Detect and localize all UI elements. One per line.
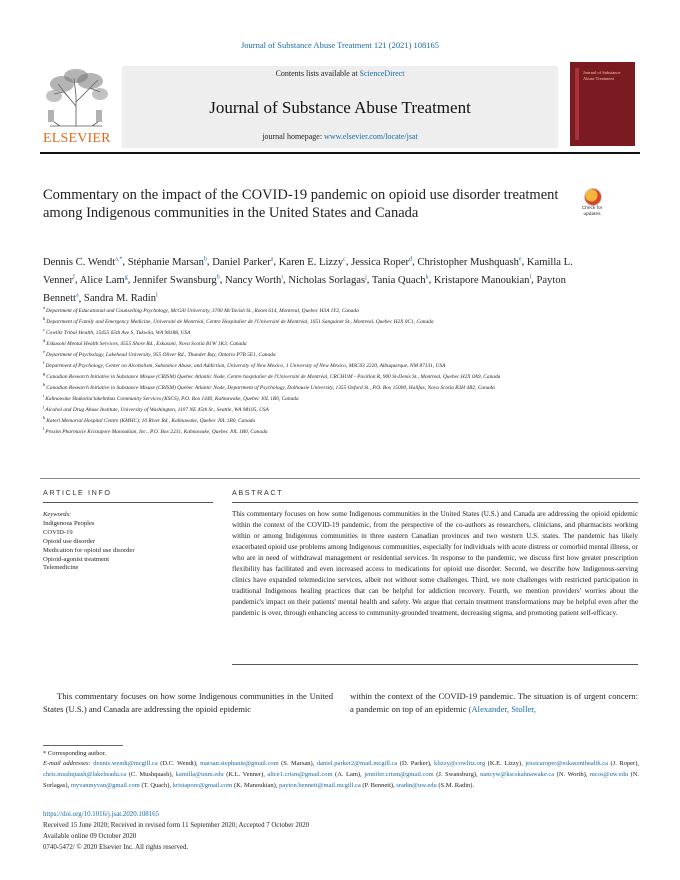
affiliation-text: Canadian Research Initiative in Substance Misuse (CRISM) Quebec Atlantic Node, Department of Psychology, Dalhousie University, 1355 Oxford St., P.O. Box 15000, Halifax, Nova Scotia B3H 4R2, Canada xyxy=(46,384,495,391)
section-divider xyxy=(40,478,640,479)
footnote-divider xyxy=(43,745,123,746)
affiliation-marker: k xyxy=(43,415,46,420)
citation-link[interactable]: (Alexander, Stoller, xyxy=(468,703,536,714)
journal-cover-image xyxy=(570,62,635,146)
email-label: E-mail addresses: xyxy=(43,760,91,767)
email-owner: (S. Marsan) xyxy=(281,760,313,767)
article-info-heading: ARTICLE INFO xyxy=(43,488,112,497)
author-affiliation-marker[interactable]: i xyxy=(281,274,284,281)
author[interactable] xyxy=(225,275,283,286)
author-affiliation-marker[interactable]: a xyxy=(270,256,274,262)
keyword: COVID-19 xyxy=(43,528,73,536)
author-affiliation-marker[interactable]: h xyxy=(216,274,220,281)
email-addresses: E-mail addresses: dennis.wendt@mcgill.ca (D.C. Wendt), marsan.stephanie@gmail.com (S. Marsan), daniel.parker2@mail.mcgill.ca (D. Parker), klizzy@cowlitz.org (K.E. Lizzy), jessicaroper@eskasonihealth.ca (J. Roper), chris.mushquash@lakeheadu.ca (C. Mushquash), kamilla@unm.edu (K.L. Venner), alice1.crism@gmail.com (A. Lam), jennifer.crism@gmail.com (J. Swansburg), nancyw@kscskahnawake.ca (N. Worth), nicos@uw.edu (N. Sorlagas), myvanmyvan@gmail.com (T. Quach), kristapore@gmail.com (K. Manoukian), payton.bennett@mail.mcgill.ca (P. Bennett), sradin@uw.edu (S.M. Radin). xyxy=(43,760,640,789)
email-owner: (A. Lam) xyxy=(335,770,361,778)
abstract-heading: ABSTRACT xyxy=(232,488,284,497)
affiliation-marker: g xyxy=(43,371,46,376)
email-owner: (K. Manoukian) xyxy=(233,781,276,789)
author-affiliation-marker[interactable]: g xyxy=(124,274,128,281)
check-for-updates-badge[interactable] xyxy=(578,188,606,222)
keyword: Medication for opioid use disorder xyxy=(43,546,135,554)
body-right-text: within the context of the COVID-19 pandemic. The situation is of urgent concern: a pandemic on top of an epidemic xyxy=(350,691,638,714)
author-affiliation-marker[interactable]: j xyxy=(365,274,367,281)
email-link[interactable]: daniel.parker2@mail.mcgill.ca xyxy=(316,760,398,767)
author-name: Kristapore Manoukian xyxy=(433,274,530,286)
affiliation-marker: b xyxy=(43,316,46,321)
affiliation xyxy=(43,337,598,348)
keyword: Opioid use disorder xyxy=(43,537,96,545)
author[interactable] xyxy=(133,275,220,286)
author-affiliation-marker[interactable]: b xyxy=(203,256,207,262)
email-owner: (J. Roper) xyxy=(610,760,638,767)
keyword: Telemedicine xyxy=(43,564,79,572)
affiliation-marker: h xyxy=(43,382,46,387)
journal-title: Journal of Substance Abuse Treatment xyxy=(209,98,471,117)
keyword: Opioid-agonist treatment xyxy=(43,555,110,563)
affiliations xyxy=(43,304,598,436)
email-link[interactable]: sradin@uw.edu xyxy=(396,781,437,789)
author-name: Kamilla L. Venner xyxy=(43,256,573,286)
affiliation-marker: f xyxy=(43,360,45,365)
affiliation-text: Department of Educational and Counselling Psychology, McGill University, 3700 McTavish St., Room 614, Montreal, Quebec H3A 1Y2, Canada xyxy=(46,307,359,314)
email-link[interactable]: kristapore@gmail.com xyxy=(172,781,233,789)
author-name: Nancy Worth xyxy=(225,274,282,286)
affiliation-text: Alcohol and Drug Abuse Institute, University of Washington, 1107 NE 45th St., Seattle, WA 98105, USA xyxy=(45,406,269,413)
author-name: Daniel Parker xyxy=(212,256,271,268)
author[interactable] xyxy=(43,257,122,268)
email-link[interactable]: chris.mushquash@lakeheadu.ca xyxy=(43,770,127,778)
affiliation-text: Department of Family and Emergency Medicine, Université de Montréal, Centre Hospitalier de l'Université de Montréal, 1051 Sanguinet St., Montreal, Quebec H2X 0C1, Canada xyxy=(46,318,434,325)
affiliation xyxy=(43,348,598,359)
author-name: Jennifer Swansburg xyxy=(133,274,217,286)
email-link[interactable]: nancyw@kscskahnawake.ca xyxy=(480,770,555,778)
doi-link[interactable]: https://doi.org/10.1016/j.jsat.2020.108165 xyxy=(43,811,160,818)
homepage-prefix: journal homepage: xyxy=(262,132,325,141)
affiliation-marker: j xyxy=(43,404,45,409)
author[interactable] xyxy=(288,275,366,286)
corresponding-author-note: * Corresponding author. xyxy=(43,750,107,757)
email-link[interactable]: kamilla@unm.edu xyxy=(175,770,224,778)
affiliation xyxy=(43,315,598,326)
affiliation xyxy=(43,359,598,370)
author-name: Christopher Mushquash xyxy=(417,256,519,268)
author-name: Karen E. Lizzy xyxy=(278,256,344,268)
received-dates: Received 15 June 2020; Received in revised form 11 September 2020; Accepted 7 October 2020 xyxy=(43,821,310,829)
author-affiliation-marker[interactable]: a,* xyxy=(115,256,123,262)
author[interactable] xyxy=(417,257,521,268)
author-affiliation-marker[interactable]: e xyxy=(518,256,522,262)
affiliation-marker: l xyxy=(43,426,45,431)
affiliation xyxy=(43,370,598,381)
author-affiliation-marker[interactable]: f xyxy=(73,274,76,281)
affiliation-text: Kahnawake Shakotiia'takehnhas Community Services (KSCS), P.O. Box 1440, Kahnawake, Quebec J0L 1B0, Canada xyxy=(45,395,299,402)
author-name: Alice Lam xyxy=(79,274,125,286)
email-link[interactable]: jessicaroper@eskasonihealth.ca xyxy=(525,760,609,767)
author[interactable] xyxy=(434,275,531,286)
sciencedirect-link[interactable]: ScienceDirect xyxy=(359,69,405,78)
email-link[interactable]: dennis.wendt@mcgill.ca xyxy=(93,760,158,767)
journal-reference[interactable]: Journal of Substance Abuse Treatment 121 (2021) 108165 xyxy=(240,40,440,50)
author[interactable] xyxy=(84,293,158,304)
author-name: Dennis C. Wendt xyxy=(43,256,116,268)
author[interactable] xyxy=(351,257,412,268)
author[interactable] xyxy=(80,275,128,286)
email-owner: (P. Bennett) xyxy=(362,781,394,789)
email-link[interactable]: nicos@uw.edu xyxy=(589,770,629,778)
keyword: Indigenous Peoples xyxy=(43,519,95,527)
email-owner: (J. Swansburg) xyxy=(436,770,476,778)
author-name: Jessica Roper xyxy=(351,256,410,268)
affiliation xyxy=(43,414,598,425)
contents-prefix: Contents lists available at xyxy=(275,69,360,78)
affiliation xyxy=(43,381,598,392)
article-title: Commentary on the impact of the COVID-19 pandemic on opioid use disorder treatment among Indigenous communities in the United States and Canada xyxy=(43,187,559,221)
header-divider xyxy=(40,152,640,154)
email-owner: (T. Quach) xyxy=(141,781,170,789)
email-owner: (K.E. Lizzy) xyxy=(487,760,522,767)
affiliation xyxy=(43,425,598,436)
affiliation xyxy=(43,304,598,315)
affiliation xyxy=(43,326,598,337)
affiliation-marker: i xyxy=(43,393,45,398)
author[interactable] xyxy=(372,275,429,286)
keywords-block xyxy=(43,511,223,573)
email-link[interactable]: jennifer.crism@gmail.com xyxy=(364,770,434,778)
abstract-text: This commentary focuses on how some Indigenous communities in the United States (U.S.) and Canada are addressing the opioid epidemic within the context of the COVID-19 pandemic, from the perspective of the co-authors as researchers, clinicians, and pharmacists working within or among Indigenous communities in three eastern Canadian provinces and two western U.S. states. The pandemic has likely exacerbated opioid use problems among Indigenous communities, especially for individuals with acute distress or comorbid mental illness, or who are in need of withdrawal management or residential services. In response to the pandemic, we discuss first how greater prescription flexibility has facilitated and even increased access to medications for opioid use disorder. Second, we describe how Indigenous-serving clinics have expanded telemedicine services, albeit not without some challenges. Third, we note challenges with restricted participation in traditional Indigenous healing practices that can be helpful for addiction recovery. Fourth, we mention providers' worries about the pandemic's impact on their patients' mental health and safety. We argue that certain treatment transformations may be helpful even after the pandemic is over, through enhancing access to community-grounded treatment, decreasing stigma, and promoting patient self-efficacy. xyxy=(232,510,638,617)
affiliation-text: Canadian Research Initiative in Substance Misuse (CRISM) Quebec Atlantic Node, Centre hospitalier de l'Université de Montréal, CRCHUM - Pavillon R, 900 St-Denis St., Montreal, Quebec H2X 0A9, Canada xyxy=(46,373,501,380)
email-owner: (D.C. Wendt) xyxy=(160,760,196,767)
affiliation-text: Proxim Pharmacie Kristapore Manoukian, Inc., P.O. Box 2231, Kahnawake, Quebec J0L 1B0, Canada xyxy=(45,428,268,435)
affiliation-text: Eskasoni Mental Health Services, 4555 Shore Rd., Eskasoni, Nova Scotia B1W 1K3, Canada xyxy=(46,340,247,347)
abstract-bottom-rule xyxy=(232,664,638,665)
email-owner: (K.L. Venner) xyxy=(226,770,264,778)
affiliation xyxy=(43,392,598,403)
affiliation-text: Kateri Memorial Hospital Centre (KMHC), 10 River Rd., Kahnawake, Quebec J0L 1B0, Canada xyxy=(46,417,256,424)
cover-strip xyxy=(575,68,579,140)
email-link[interactable]: myvanmyvan@gmail.com xyxy=(70,781,140,789)
affiliation-marker: d xyxy=(43,338,46,343)
publication-metadata xyxy=(43,810,309,854)
affiliation-text: Department of Psychology, Center on Alcoholism, Substance Abuse, and Addiction, University of New Mexico, 1 University of New Mexico, MSC03 2220, Albuquerque, NM 87131, USA xyxy=(45,362,446,369)
author-affiliation-marker[interactable]: l xyxy=(156,292,158,299)
author[interactable] xyxy=(128,257,207,268)
affiliation-text: Department of Psychology, Lakehead University, 955 Oliver Rd., Thunder Bay, Ontario P7B 5E1, Canada xyxy=(46,351,276,358)
affiliation-marker: e xyxy=(43,349,46,354)
author[interactable] xyxy=(212,257,273,268)
cover-title: Journal of Substance Abuse Treatment xyxy=(583,70,621,81)
author-name: Tania Quach xyxy=(371,274,426,286)
homepage-line xyxy=(122,132,558,141)
email-link[interactable]: alice1.crism@gmail.com xyxy=(267,770,333,778)
check-for-updates-label: Check for updates xyxy=(581,206,603,217)
publisher-name: ELSEVIER xyxy=(43,131,111,146)
available-online: Available online 09 October 2020 xyxy=(43,832,137,840)
journal-header-box xyxy=(122,66,558,148)
email-owner: (N. Sorlagas) xyxy=(43,770,640,789)
check-for-updates-icon xyxy=(584,188,602,206)
email-link[interactable]: payton.bennett@mail.mcgill.ca xyxy=(279,781,361,789)
email-owner: (D. Parker) xyxy=(399,760,430,767)
email-owner: (S.M. Radin). xyxy=(438,781,475,789)
author-affiliation-marker[interactable]: a xyxy=(75,292,79,299)
body-text-left-column: This commentary focuses on how some Indigenous communities in the United States (U.S.) and Canada are addressing the opioid epidemic xyxy=(43,691,333,714)
affiliation xyxy=(43,403,598,414)
author-affiliation-marker[interactable]: c xyxy=(343,256,346,262)
author-name: Payton Bennett xyxy=(43,274,566,305)
email-link[interactable]: marsan.stephanie@gmail.com xyxy=(200,760,279,767)
body-text-right-column xyxy=(350,690,638,715)
article-info-rule xyxy=(43,502,213,503)
email-link[interactable]: klizzy@cowlitz.org xyxy=(434,760,486,767)
affiliation-text: Cowlitz Tribal Health, 15455 65th Ave S, Tukwila, WA 98188, USA xyxy=(46,329,191,336)
contents-line xyxy=(122,69,558,78)
author-name: Stéphanie Marsan xyxy=(127,256,204,268)
author[interactable] xyxy=(279,257,346,268)
keywords-label: Keywords: xyxy=(43,511,72,518)
author-list: Dennis C. Wendt$^{a,*}$, Stéphanie Marsan$^b$, Daniel Parker$^a$, Karen E. Lizzy$^c$, Jessica Roper$^d$, Christopher Mushquash$^e$, Kamilla L. Venner$^f$, Alice Lam$^g$, Jennifer Swansburg$^h$, Nancy Worth$^i$, Nicholas Sorlagas$^j$, Tania Quach$^k$, Kristapore Manoukian$^l$, Payton Bennett$^a$, Sandra M. Radin$^l$ xyxy=(43,256,573,305)
author-affiliation-marker[interactable]: k xyxy=(425,274,429,281)
affiliation-marker: c xyxy=(43,327,46,332)
author-affiliation-marker[interactable]: l xyxy=(529,274,532,281)
homepage-link[interactable]: www.elsevier.com/locate/jsat xyxy=(324,132,418,141)
author-name: Nicholas Sorlagas xyxy=(288,274,366,286)
author-affiliation-marker[interactable]: d xyxy=(409,256,413,262)
copyright: 0740-5472/ © 2020 Elsevier Inc. All rights reserved. xyxy=(43,843,189,851)
email-owner: (C. Mushquash) xyxy=(128,770,172,778)
email-owner: (N. Worth) xyxy=(556,770,586,778)
author-name: Sandra M. Radin xyxy=(83,293,157,305)
affiliation-marker: a xyxy=(43,305,46,310)
abstract-rule xyxy=(232,502,638,503)
